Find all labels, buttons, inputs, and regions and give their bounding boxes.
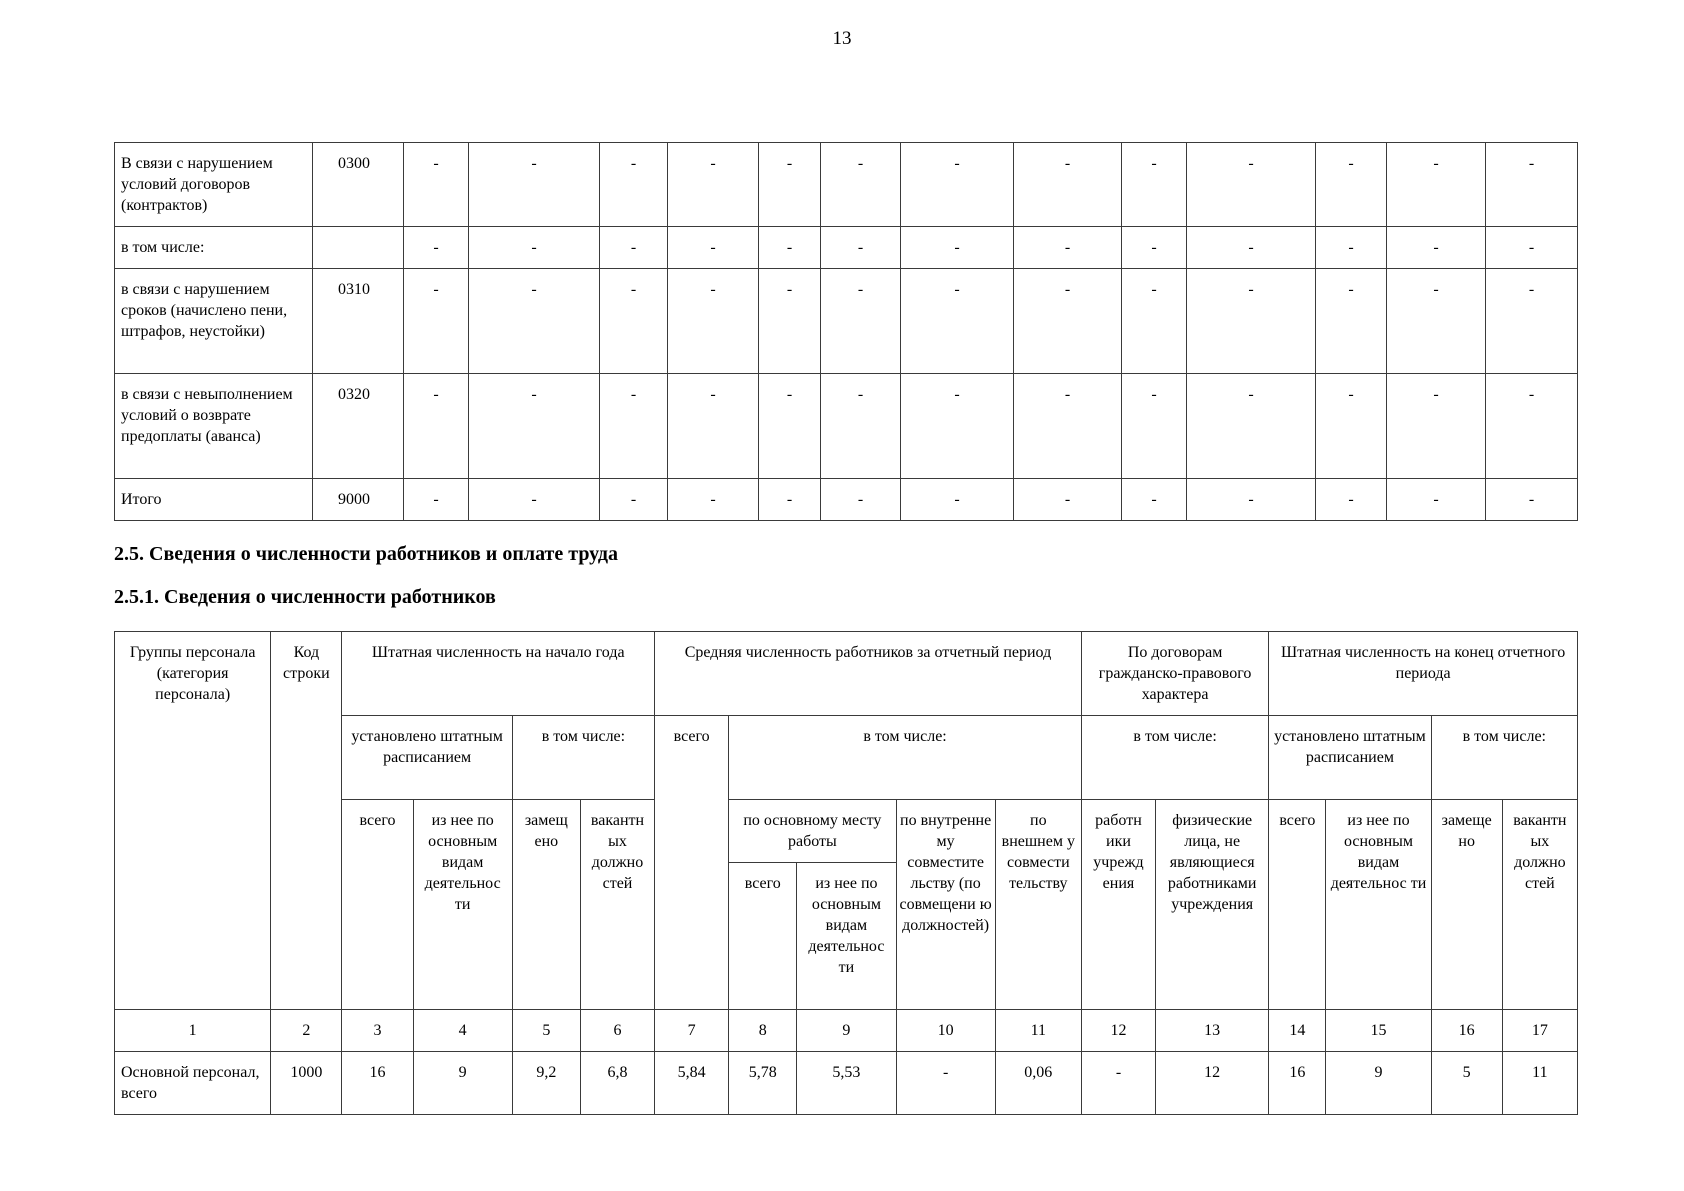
header-main-place: по основному месту работы [729, 800, 896, 863]
column-number: 3 [342, 1010, 413, 1052]
table-cell: - [469, 479, 600, 521]
table-cell: - [901, 479, 1014, 521]
column-number: 5 [512, 1010, 580, 1052]
header-main-from-main: из нее по основным видам деятельнос ти [797, 863, 896, 1010]
header-from-main-end: из нее по основным видам деятельнос ти [1326, 800, 1431, 1010]
table-cell: - [1187, 374, 1316, 479]
table-cell: 12 [1156, 1052, 1269, 1115]
column-number: 14 [1269, 1010, 1326, 1052]
row-code: 0320 [313, 374, 404, 479]
table-row [115, 227, 1578, 269]
table-cell: - [901, 143, 1014, 227]
table-cell: - [469, 269, 600, 374]
header-individuals: физические лица, не являющиеся работниками учреждения [1156, 800, 1269, 1010]
table-cell: - [1187, 269, 1316, 374]
table-cell: - [668, 374, 759, 479]
table-cell: - [668, 269, 759, 374]
table-cell: - [1122, 479, 1187, 521]
column-number: 10 [896, 1010, 995, 1052]
header-filled-start: замещ ено [512, 800, 580, 1010]
table-cell: - [1122, 143, 1187, 227]
staff-count-table [114, 631, 1578, 1115]
header-vacant-start: вакантн ых должно стей [580, 800, 654, 1010]
table-cell: - [1014, 269, 1122, 374]
row-label: Основной персонал, всего [115, 1052, 271, 1115]
table-cell: - [821, 143, 901, 227]
table-cell: 5 [1431, 1052, 1502, 1115]
table-cell: - [1187, 479, 1316, 521]
table-cell: - [1014, 374, 1122, 479]
row-code: 9000 [313, 479, 404, 521]
table-cell: - [404, 374, 469, 479]
table-cell: - [404, 227, 469, 269]
row-code: 0300 [313, 143, 404, 227]
row-label: В связи с нарушением условий договоров (контрактов) [115, 143, 313, 227]
table-cell: 5,53 [797, 1052, 896, 1115]
table-cell: - [1486, 269, 1578, 374]
table-cell: 9,2 [512, 1052, 580, 1115]
column-number: 9 [797, 1010, 896, 1052]
header-filled-end: замеще но [1431, 800, 1502, 1010]
header-staff-end: Штатная численность на конец отчетного периода [1269, 632, 1578, 716]
header-groups: Группы персонала (категория персонала) [115, 632, 271, 1010]
column-number: 8 [729, 1010, 797, 1052]
table-cell: 16 [342, 1052, 413, 1115]
header-employees: работн ики учрежд ения [1081, 800, 1155, 1010]
table-cell: 5,84 [655, 1052, 729, 1115]
table-row [115, 374, 1578, 479]
table-cell: - [1122, 374, 1187, 479]
table-cell: - [668, 227, 759, 269]
table-cell: - [404, 143, 469, 227]
column-number: 12 [1081, 1010, 1155, 1052]
table-cell: - [759, 479, 821, 521]
table-cell: - [1014, 227, 1122, 269]
table-cell: - [1122, 269, 1187, 374]
column-numbers-row [115, 1010, 1578, 1052]
table-cell: - [1486, 479, 1578, 521]
table-cell: - [1187, 227, 1316, 269]
column-number: 7 [655, 1010, 729, 1052]
table-cell: - [1387, 269, 1486, 374]
table-cell: - [1316, 374, 1387, 479]
header-staff-start: Штатная численность на начало года [342, 632, 655, 716]
table-cell: - [1014, 479, 1122, 521]
column-number: 1 [115, 1010, 271, 1052]
table-cell: - [1316, 227, 1387, 269]
table-cell: - [1486, 227, 1578, 269]
column-number: 16 [1431, 1010, 1502, 1052]
page-number: 13 [832, 28, 852, 49]
header-average: Средняя численность работников за отчетный период [655, 632, 1082, 716]
table-cell: - [1122, 227, 1187, 269]
table-cell: - [404, 269, 469, 374]
header-vacant-end: вакантн ых должно стей [1502, 800, 1577, 1010]
column-number: 11 [995, 1010, 1081, 1052]
table-cell: - [1187, 143, 1316, 227]
table-cell: - [404, 479, 469, 521]
header-civil-contracts: По договорам гражданско-правового характера [1081, 632, 1268, 716]
header-external: по внешнем у совмести тельству [995, 800, 1081, 1010]
header-from-main-start: из нее по основным видам деятельнос ти [413, 800, 512, 1010]
table-cell: - [1316, 143, 1387, 227]
table-cell: - [901, 269, 1014, 374]
column-number: 17 [1502, 1010, 1577, 1052]
row-label: в том числе: [115, 227, 313, 269]
header-avg-total: всего [655, 716, 729, 1010]
header-incl-end: в том числе: [1431, 716, 1577, 800]
table-cell: - [821, 269, 901, 374]
section-2-5-1-title: 2.5.1. Сведения о численности работников [114, 586, 496, 608]
row-code: 0310 [313, 269, 404, 374]
table-cell: - [668, 479, 759, 521]
header-established-start: установлено штатным расписанием [342, 716, 512, 800]
section-2-5-title: 2.5. Сведения о численности работников и оплате труда [114, 543, 619, 565]
table-cell: - [1387, 374, 1486, 479]
header-established-end: установлено штатным расписанием [1269, 716, 1431, 800]
table-cell: - [600, 374, 668, 479]
table-cell: 16 [1269, 1052, 1326, 1115]
table-cell: - [759, 227, 821, 269]
table-cell: - [1486, 374, 1578, 479]
penalties-table [114, 142, 1578, 521]
header-internal: по внутренне му совместите льству (по совмещени ю должностей) [896, 800, 995, 1010]
table-cell: - [600, 227, 668, 269]
table-cell: - [668, 143, 759, 227]
table-cell: - [821, 479, 901, 521]
row-label: Итого [115, 479, 313, 521]
table-cell: - [759, 143, 821, 227]
table-cell: - [1316, 479, 1387, 521]
table-cell: 0,06 [995, 1052, 1081, 1115]
table-row [115, 269, 1578, 374]
table-cell: 11 [1502, 1052, 1577, 1115]
table-row [115, 479, 1578, 521]
table-cell: - [469, 143, 600, 227]
table-cell: - [1387, 143, 1486, 227]
table-cell: - [759, 269, 821, 374]
table-cell: - [821, 374, 901, 479]
header-incl-start: в том числе: [512, 716, 654, 800]
table-cell: 9 [413, 1052, 512, 1115]
table-cell: - [1387, 227, 1486, 269]
table-cell: - [759, 374, 821, 479]
column-number: 2 [271, 1010, 342, 1052]
table-cell: - [901, 374, 1014, 479]
header-total-start: всего [342, 800, 413, 1010]
table-cell: - [1316, 269, 1387, 374]
table-cell: - [1014, 143, 1122, 227]
table-cell: - [469, 227, 600, 269]
column-number: 4 [413, 1010, 512, 1052]
table-row [115, 143, 1578, 227]
table-cell: - [600, 269, 668, 374]
table-cell: - [901, 227, 1014, 269]
column-number: 13 [1156, 1010, 1269, 1052]
table-cell: - [1387, 479, 1486, 521]
header-total-end: всего [1269, 800, 1326, 1010]
row-code [313, 227, 404, 269]
column-number: 6 [580, 1010, 654, 1052]
row-label: в связи с невыполнением условий о возврате предоплаты (аванса) [115, 374, 313, 479]
table-cell: 6,8 [580, 1052, 654, 1115]
header-incl-civil: в том числе: [1081, 716, 1268, 800]
table-cell: - [896, 1052, 995, 1115]
row-code: 1000 [271, 1052, 342, 1115]
table-cell: - [1486, 143, 1578, 227]
column-number: 15 [1326, 1010, 1431, 1052]
row-label: в связи с нарушением сроков (начислено пени, штрафов, неустойки) [115, 269, 313, 374]
table-cell: - [600, 479, 668, 521]
table-cell: - [469, 374, 600, 479]
table-cell: 9 [1326, 1052, 1431, 1115]
header-code: Код строки [271, 632, 342, 1010]
header-main-total: всего [729, 863, 797, 1010]
table-cell: 5,78 [729, 1052, 797, 1115]
table-row [115, 1052, 1578, 1115]
header-incl-avg: в том числе: [729, 716, 1082, 800]
table-cell: - [821, 227, 901, 269]
table-cell: - [600, 143, 668, 227]
table-cell: - [1081, 1052, 1155, 1115]
